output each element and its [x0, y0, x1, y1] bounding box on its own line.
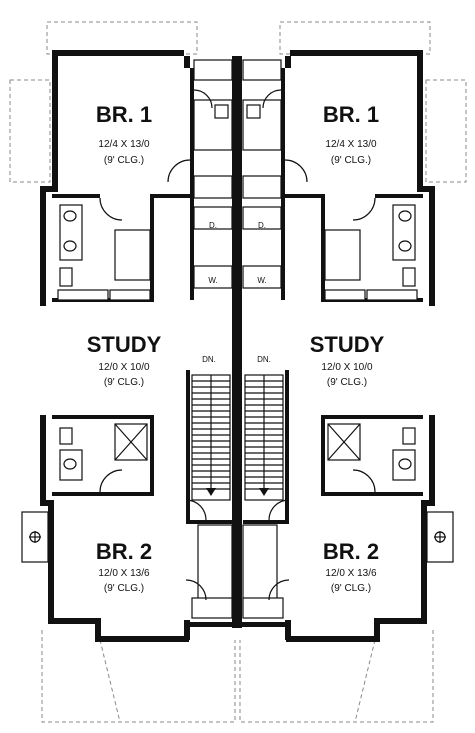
stair-label-right: DN.	[257, 355, 271, 364]
dryer-label-left: D.	[209, 221, 217, 230]
br1-ceiling-left: (9' CLG.)	[103, 155, 145, 166]
dryer-label-right: D.	[258, 221, 266, 230]
study-ceiling-right: (9' CLG.)	[326, 377, 368, 388]
br2-name-left: BR. 2	[95, 539, 153, 564]
br2-ceiling-left: (9' CLG.)	[103, 583, 145, 594]
washer-label-right: W.	[257, 276, 267, 285]
study-ceiling-left: (9' CLG.)	[103, 377, 145, 388]
washer-label-left: W.	[208, 276, 218, 285]
stair-label-left: DN.	[202, 355, 216, 364]
br1-size-right: 12/4 X 13/0	[325, 139, 377, 150]
study-name-right: STUDY	[309, 332, 385, 357]
br2-size-left: 12/0 X 13/6	[98, 568, 150, 579]
study-size-left: 12/0 X 10/0	[98, 362, 150, 373]
br1-name-left: BR. 1	[95, 102, 153, 127]
br2-size-right: 12/0 X 13/6	[325, 568, 377, 579]
study-name-left: STUDY	[86, 332, 162, 357]
br1-ceiling-right: (9' CLG.)	[330, 155, 372, 166]
br2-name-right: BR. 2	[322, 539, 380, 564]
study-size-right: 12/0 X 10/0	[321, 362, 373, 373]
br1-name-right: BR. 1	[322, 102, 380, 127]
br2-ceiling-right: (9' CLG.)	[330, 583, 372, 594]
br1-size-left: 12/4 X 13/0	[98, 139, 150, 150]
